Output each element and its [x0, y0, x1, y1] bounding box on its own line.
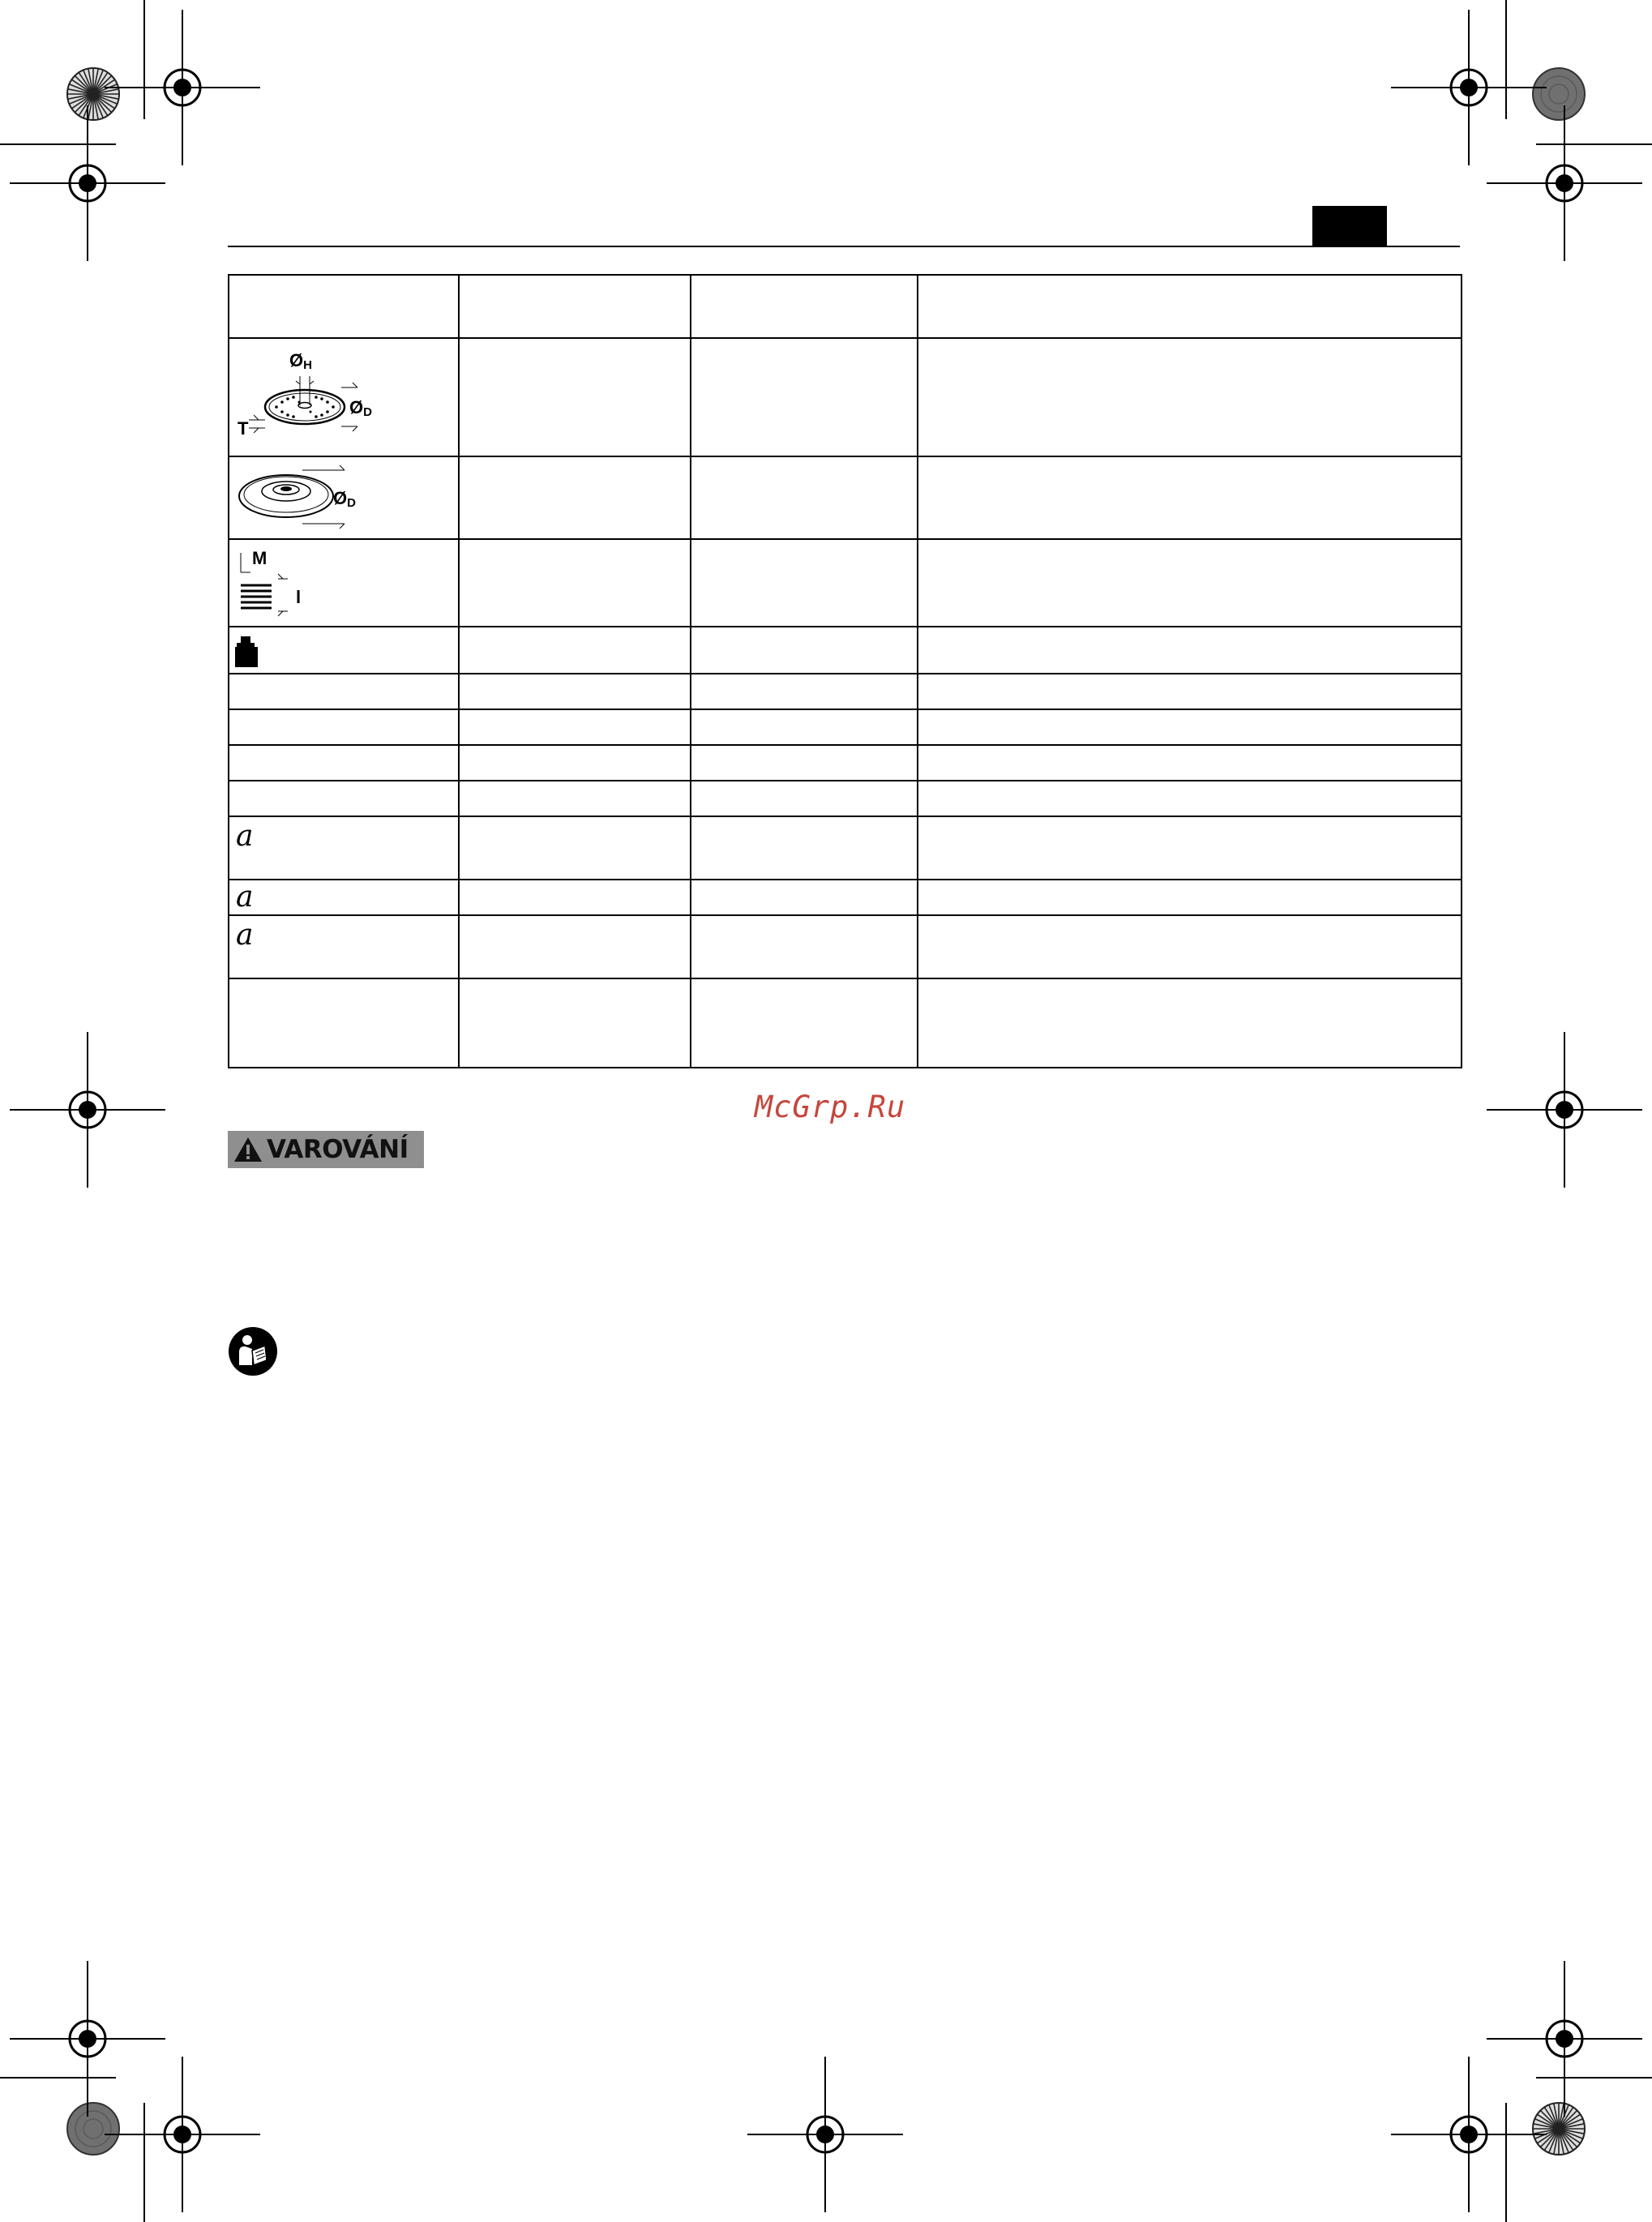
backing-pad-dimension-icon — [229, 457, 392, 537]
svg-text:T: T — [238, 418, 249, 439]
vibration-symbol: a — [236, 820, 254, 853]
table-header-cell — [459, 275, 691, 338]
table-cell — [918, 745, 1462, 781]
table-cell — [229, 745, 459, 781]
svg-text:ØD: ØD — [333, 488, 356, 510]
table-row — [229, 539, 1462, 627]
table-cell — [459, 816, 691, 880]
header-rule — [228, 246, 1460, 247]
table-cell — [459, 880, 691, 915]
table-cell — [918, 915, 1462, 978]
table-cell — [918, 338, 1462, 456]
table-cell — [229, 456, 459, 539]
table-cell — [459, 915, 691, 978]
warning-text: VAROVÁNÍ — [267, 1135, 409, 1164]
table-cell — [459, 978, 691, 1068]
table-cell — [229, 338, 459, 456]
warning-label — [228, 1131, 424, 1168]
table-row — [229, 745, 1462, 781]
table-header-cell — [691, 275, 918, 338]
table-row — [229, 978, 1462, 1068]
table-cell — [229, 915, 459, 978]
table-row — [229, 674, 1462, 709]
table-cell — [918, 781, 1462, 816]
table-cell — [691, 456, 918, 539]
table-cell — [229, 978, 459, 1068]
warning-triangle-icon — [233, 1136, 263, 1163]
table-row — [229, 781, 1462, 816]
table-cell — [918, 880, 1462, 915]
table-cell — [459, 745, 691, 781]
table-cell — [691, 880, 918, 915]
table-row — [229, 627, 1462, 674]
vibration-symbol: a — [236, 918, 254, 952]
table-cell — [918, 674, 1462, 709]
spindle-thread-icon — [229, 540, 327, 624]
table-cell — [691, 627, 918, 674]
table-cell — [918, 539, 1462, 627]
watermark: McGrp.Ru — [754, 1090, 906, 1124]
table-header-cell — [229, 275, 459, 338]
table-cell — [229, 674, 459, 709]
table-cell — [459, 627, 691, 674]
table-cell — [459, 539, 691, 627]
table-cell — [229, 539, 459, 627]
language-tab — [1312, 206, 1387, 246]
grinding-disc-dimension-icon — [229, 339, 392, 452]
table-cell — [459, 456, 691, 539]
table-cell — [691, 781, 918, 816]
svg-text:M: M — [252, 548, 267, 568]
table-cell — [459, 709, 691, 745]
table-cell — [229, 816, 459, 880]
table-cell — [459, 781, 691, 816]
table-row — [229, 816, 1462, 880]
table-cell — [229, 781, 459, 816]
table-row — [229, 456, 1462, 539]
svg-text:ØH: ØH — [289, 350, 312, 372]
table-cell — [691, 674, 918, 709]
table-cell — [229, 880, 459, 915]
table-cell — [918, 978, 1462, 1068]
table-cell — [691, 978, 918, 1068]
table-cell — [229, 709, 459, 745]
table-cell — [691, 539, 918, 627]
technical-data-table — [228, 274, 1462, 1068]
svg-text:l: l — [296, 587, 302, 607]
table-cell — [691, 338, 918, 456]
table-cell — [691, 816, 918, 880]
table-cell — [459, 338, 691, 456]
table-cell — [918, 456, 1462, 539]
table-cell — [691, 709, 918, 745]
table-cell — [918, 816, 1462, 880]
table-header-cell — [918, 275, 1462, 338]
table-cell — [459, 674, 691, 709]
weight-icon — [229, 627, 270, 671]
table-cell — [691, 745, 918, 781]
table-header-row — [229, 275, 1462, 338]
table-row — [229, 880, 1462, 915]
table-row — [229, 709, 1462, 745]
table-cell — [229, 627, 459, 674]
table-cell — [691, 915, 918, 978]
table-row — [229, 915, 1462, 978]
read-manual-icon — [228, 1326, 278, 1376]
table-cell — [918, 709, 1462, 745]
table-cell — [918, 627, 1462, 674]
vibration-symbol: a — [236, 880, 254, 914]
svg-text:ØD: ØD — [349, 397, 372, 419]
table-row — [229, 338, 1462, 456]
